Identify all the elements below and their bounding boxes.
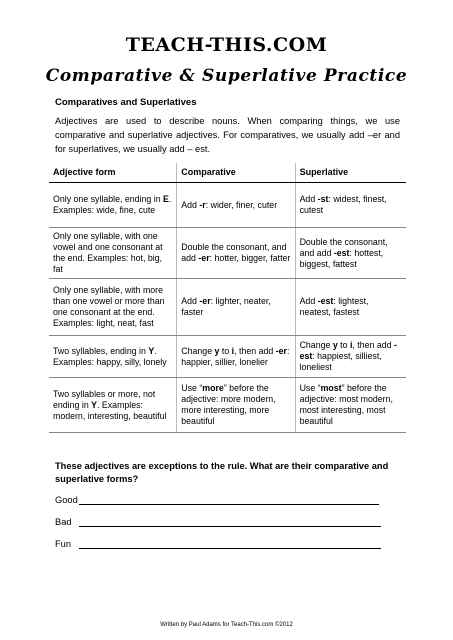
cell-text: Change <box>299 340 333 350</box>
emphasis-text: E <box>163 194 169 204</box>
comparative-cell <box>177 228 295 279</box>
emphasis-text: -er <box>198 253 210 263</box>
cell-text: : happier, sillier, lonelier <box>181 345 290 367</box>
cell-text: : lighter, neater, faster <box>181 296 271 317</box>
cell-text: , then add <box>234 345 276 356</box>
cell-text: Use “ <box>299 383 321 393</box>
cell-text: Only one syllable, with more than one vowel or more than one consonant at the end. Examples: light, neat, fast <box>53 285 165 328</box>
answer-line-fun[interactable] <box>79 538 381 549</box>
cell-text: , then add <box>352 340 394 350</box>
cell-text: Double the consonant, and add <box>181 242 287 263</box>
cell-text: : happiest, silliest, loneliest <box>299 351 382 372</box>
table-row <box>49 183 406 228</box>
footer-credit: Written by Paul Adams for Teach-This.com ©2012 <box>160 622 293 628</box>
table-row <box>49 378 406 433</box>
cell-text: : hotter, bigger, fatter <box>209 253 291 263</box>
cell-text: . Examples: wide, fine, cute <box>53 194 172 215</box>
emphasis-text: most <box>320 383 342 393</box>
emphasis-text: -est <box>333 247 350 258</box>
cell-text: Only one syllable, ending in <box>53 194 164 204</box>
site-title: TEACH-THIS.COM <box>125 34 328 56</box>
table-row <box>49 336 406 378</box>
cell-text: Two syllables, ending in <box>53 345 149 356</box>
answer-line-bad[interactable] <box>79 516 381 527</box>
comparative-cell <box>177 378 295 433</box>
emphasis-text: y <box>332 340 338 350</box>
adjective-form-cell <box>49 336 177 378</box>
cell-text: : wider, finer, cuter <box>205 199 278 210</box>
emphasis-text: i <box>349 340 353 350</box>
emphasis-text: -st <box>317 194 329 204</box>
cell-text: Double the consonant, and add <box>299 236 388 258</box>
emphasis-text: -est <box>299 340 397 361</box>
superlative-cell <box>295 378 406 433</box>
comparative-cell <box>177 336 295 378</box>
answer-row-fun <box>55 535 381 549</box>
answer-label: Fun <box>55 539 72 549</box>
adjective-form-cell <box>49 279 177 336</box>
cell-text: Add <box>181 296 200 306</box>
table-row <box>49 228 406 279</box>
superlative-cell <box>295 336 406 378</box>
cell-text: Two syllables or more, not ending in <box>53 388 156 410</box>
superlative-cell <box>295 183 406 228</box>
cell-text: Only one syllable, with one vowel and one consonant at the end. Examples: hot, big, fat <box>53 231 163 274</box>
column-header-superlative: Superlative <box>295 163 406 183</box>
cell-text: Add <box>299 296 318 306</box>
emphasis-text: y <box>214 345 220 356</box>
cell-text: ” before the adjective: more modern, more interesting, more beautiful <box>181 383 276 426</box>
intro-paragraph: Adjectives are used to describe nouns. When comparing things, we use comparative and superlative adjectives. For comparatives, we usually add –er and for superlatives, we usually add – est. <box>55 116 400 154</box>
cell-text: : widest, finest, cutest <box>299 194 387 215</box>
emphasis-text: -est <box>317 296 334 306</box>
answer-row-bad <box>55 513 381 527</box>
answer-row-good <box>55 491 379 505</box>
comparative-cell <box>177 279 295 336</box>
column-header-adjective-form: Adjective form <box>49 163 177 183</box>
cell-text: Add <box>299 194 318 204</box>
cell-text: Add <box>181 199 200 210</box>
page-title: Comparative & Superlative Practice <box>45 66 408 86</box>
cell-text: ” before the adjective: most modern, most interesting, most beautiful <box>299 383 393 426</box>
column-header-comparative: Comparative <box>177 163 295 183</box>
rules-table <box>49 163 406 433</box>
cell-text: . Examples: happy, silly, lonely <box>53 345 167 367</box>
answer-label: Bad <box>55 517 72 527</box>
answer-label: Good <box>55 495 78 505</box>
cell-text: : lightest, neatest, fastest <box>299 296 369 317</box>
cell-text: Use “ <box>181 383 203 393</box>
cell-text: . Examples: modern, interesting, beautiful <box>53 399 167 421</box>
emphasis-text: Y <box>91 399 98 410</box>
cell-text: Change <box>181 345 215 356</box>
adjective-form-cell <box>49 228 177 279</box>
emphasis-text: i <box>231 345 235 356</box>
adjective-form-cell <box>49 378 177 433</box>
comparative-cell <box>177 183 295 228</box>
emphasis-text: Y <box>148 345 155 356</box>
table-header-row <box>49 163 406 183</box>
emphasis-text: -r <box>199 199 206 210</box>
cell-text: to <box>337 340 350 350</box>
superlative-cell <box>295 228 406 279</box>
table-row <box>49 279 406 336</box>
cell-text: to <box>219 345 232 356</box>
adjective-form-cell <box>49 183 177 228</box>
cell-text: : hottest, biggest, fattest <box>299 247 384 269</box>
emphasis-text: more <box>202 383 224 393</box>
answer-line-good[interactable] <box>79 494 379 505</box>
superlative-cell <box>295 279 406 336</box>
section-heading: Comparatives and Superlatives <box>55 97 197 108</box>
emphasis-text: -er <box>275 345 287 356</box>
emphasis-text: -er <box>199 296 211 306</box>
exercise-question: These adjectives are exceptions to the rule. What are their comparative and superlative forms? <box>55 461 389 484</box>
